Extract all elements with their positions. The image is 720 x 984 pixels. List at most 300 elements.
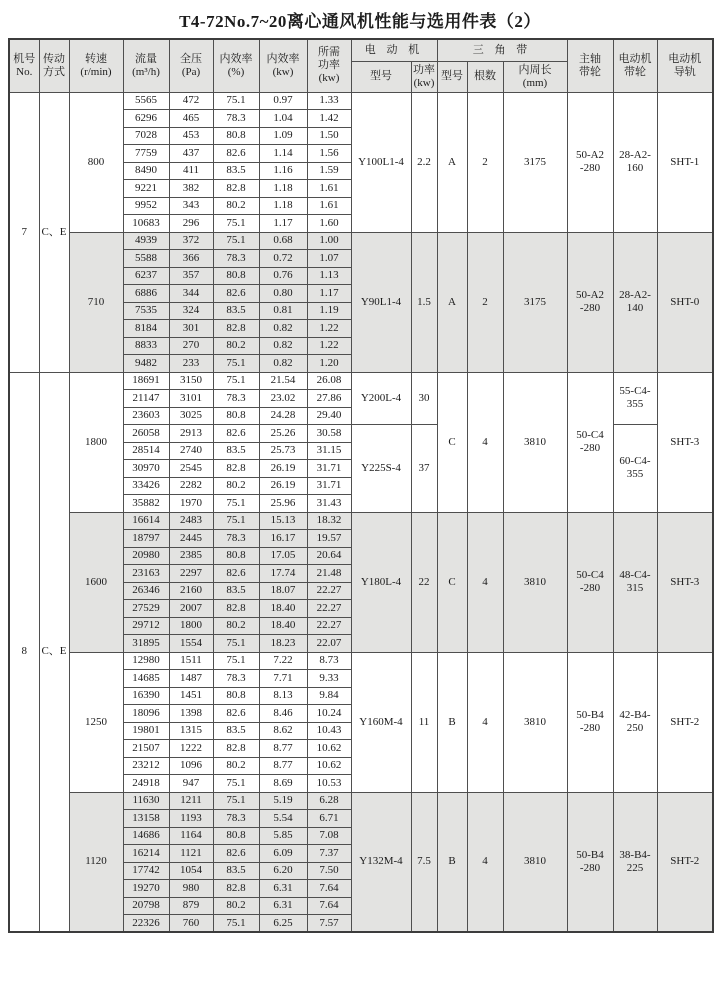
table-row — [9, 372, 713, 390]
motor-power-cell: 2.2 — [411, 92, 437, 232]
table-body — [9, 92, 713, 932]
efficiency-pct-cell: 80.2 — [213, 897, 259, 915]
col-header-belt-count: 根数 — [467, 61, 503, 92]
required-power-cell: 10.53 — [307, 775, 351, 793]
pressure-cell: 2913 — [169, 425, 213, 443]
col-group-v-belt: 三 角 带 — [437, 39, 567, 61]
efficiency-kw-cell: 8.13 — [259, 687, 307, 705]
pressure-cell: 2297 — [169, 565, 213, 583]
flow-cell: 31895 — [123, 635, 169, 653]
efficiency-pct-cell: 78.3 — [213, 110, 259, 128]
belt-count-cell: 4 — [467, 512, 503, 652]
required-power-cell: 22.27 — [307, 582, 351, 600]
flow-cell: 7759 — [123, 145, 169, 163]
efficiency-pct-cell: 80.2 — [213, 617, 259, 635]
required-power-cell: 7.50 — [307, 862, 351, 880]
flow-cell: 14686 — [123, 827, 169, 845]
pressure-cell: 343 — [169, 197, 213, 215]
belt-type-cell: C — [437, 512, 467, 652]
belt-length-cell: 3810 — [503, 512, 567, 652]
efficiency-pct-cell: 83.5 — [213, 442, 259, 460]
efficiency-pct-cell: 82.6 — [213, 845, 259, 863]
flow-cell: 26346 — [123, 582, 169, 600]
motor-rail-cell: SHT-3 — [657, 372, 713, 512]
required-power-cell: 10.62 — [307, 757, 351, 775]
pressure-cell: 270 — [169, 337, 213, 355]
pressure-cell: 1800 — [169, 617, 213, 635]
speed-cell: 1250 — [69, 652, 123, 792]
efficiency-pct-cell: 78.3 — [213, 810, 259, 828]
flow-cell: 5565 — [123, 92, 169, 110]
efficiency-pct-cell: 78.3 — [213, 390, 259, 408]
flow-cell: 11630 — [123, 792, 169, 810]
speed-cell: 1120 — [69, 792, 123, 932]
pressure-cell: 1970 — [169, 495, 213, 513]
efficiency-kw-cell: 8.46 — [259, 705, 307, 723]
flow-cell: 16214 — [123, 845, 169, 863]
required-power-cell: 6.28 — [307, 792, 351, 810]
col-header-motor-power: 功率 (kw) — [411, 61, 437, 92]
efficiency-kw-cell: 0.82 — [259, 355, 307, 373]
efficiency-kw-cell: 6.25 — [259, 915, 307, 933]
col-header-required-power: 所需 功率 (kw) — [307, 39, 351, 92]
efficiency-pct-cell: 80.2 — [213, 197, 259, 215]
flow-cell: 6237 — [123, 267, 169, 285]
flow-cell: 6296 — [123, 110, 169, 128]
flow-cell: 23163 — [123, 565, 169, 583]
required-power-cell: 31.43 — [307, 495, 351, 513]
efficiency-kw-cell: 0.76 — [259, 267, 307, 285]
speed-cell: 1600 — [69, 512, 123, 652]
col-header-motor-model: 型号 — [351, 61, 411, 92]
efficiency-pct-cell: 80.8 — [213, 267, 259, 285]
efficiency-pct-cell: 75.1 — [213, 372, 259, 390]
motor-power-cell: 37 — [411, 425, 437, 513]
pressure-cell: 296 — [169, 215, 213, 233]
efficiency-kw-cell: 7.22 — [259, 652, 307, 670]
pressure-cell: 1096 — [169, 757, 213, 775]
required-power-cell: 9.84 — [307, 687, 351, 705]
required-power-cell: 29.40 — [307, 407, 351, 425]
flow-cell: 23212 — [123, 757, 169, 775]
flow-cell: 16390 — [123, 687, 169, 705]
pressure-cell: 1054 — [169, 862, 213, 880]
col-header-efficiency-kw: 内效率 (kw) — [259, 39, 307, 92]
required-power-cell: 10.62 — [307, 740, 351, 758]
efficiency-kw-cell: 5.85 — [259, 827, 307, 845]
required-power-cell: 1.00 — [307, 232, 351, 250]
efficiency-kw-cell: 0.72 — [259, 250, 307, 268]
flow-cell: 35882 — [123, 495, 169, 513]
belt-length-cell: 3175 — [503, 232, 567, 372]
flow-cell: 9221 — [123, 180, 169, 198]
col-header-flow: 流量 (m³/h) — [123, 39, 169, 92]
flow-cell: 18096 — [123, 705, 169, 723]
table-row — [9, 92, 713, 110]
pressure-cell: 3025 — [169, 407, 213, 425]
efficiency-kw-cell: 1.09 — [259, 127, 307, 145]
flow-cell: 20980 — [123, 547, 169, 565]
motor-power-cell: 1.5 — [411, 232, 437, 372]
efficiency-kw-cell: 0.82 — [259, 337, 307, 355]
required-power-cell: 1.22 — [307, 337, 351, 355]
belt-type-cell: A — [437, 92, 467, 232]
efficiency-kw-cell: 16.17 — [259, 530, 307, 548]
motor-rail-cell: SHT-3 — [657, 512, 713, 652]
required-power-cell: 31.15 — [307, 442, 351, 460]
pressure-cell: 3150 — [169, 372, 213, 390]
required-power-cell: 1.22 — [307, 320, 351, 338]
efficiency-pct-cell: 75.1 — [213, 792, 259, 810]
speed-cell: 710 — [69, 232, 123, 372]
efficiency-pct-cell: 75.1 — [213, 915, 259, 933]
efficiency-pct-cell: 82.6 — [213, 145, 259, 163]
efficiency-kw-cell: 1.17 — [259, 215, 307, 233]
belt-type-cell: B — [437, 792, 467, 932]
col-header-motor-rail: 电动机 导轨 — [657, 39, 713, 92]
flow-cell: 13158 — [123, 810, 169, 828]
motor-pulley-cell: 28-A2- 140 — [613, 232, 657, 372]
efficiency-kw-cell: 25.26 — [259, 425, 307, 443]
required-power-cell: 21.48 — [307, 565, 351, 583]
required-power-cell: 31.71 — [307, 477, 351, 495]
motor-pulley-cell: 48-C4- 315 — [613, 512, 657, 652]
pressure-cell: 1451 — [169, 687, 213, 705]
efficiency-kw-cell: 6.20 — [259, 862, 307, 880]
efficiency-pct-cell: 83.5 — [213, 862, 259, 880]
flow-cell: 19270 — [123, 880, 169, 898]
required-power-cell: 1.17 — [307, 285, 351, 303]
required-power-cell: 30.58 — [307, 425, 351, 443]
table-row — [9, 232, 713, 250]
flow-cell: 7028 — [123, 127, 169, 145]
motor-rail-cell: SHT-2 — [657, 792, 713, 932]
efficiency-pct-cell: 82.6 — [213, 285, 259, 303]
pressure-cell: 2483 — [169, 512, 213, 530]
efficiency-kw-cell: 1.18 — [259, 197, 307, 215]
belt-count-cell: 2 — [467, 232, 503, 372]
motor-model-cell: Y160M-4 — [351, 652, 411, 792]
col-group-motor: 电 动 机 — [351, 39, 437, 61]
efficiency-pct-cell: 75.1 — [213, 92, 259, 110]
motor-pulley-cell: 28-A2- 160 — [613, 92, 657, 232]
efficiency-pct-cell: 82.8 — [213, 600, 259, 618]
required-power-cell: 1.61 — [307, 180, 351, 198]
performance-table — [8, 38, 714, 933]
table-row — [9, 792, 713, 810]
efficiency-kw-cell: 5.54 — [259, 810, 307, 828]
flow-cell: 12980 — [123, 652, 169, 670]
efficiency-pct-cell: 80.8 — [213, 127, 259, 145]
efficiency-pct-cell: 75.1 — [213, 635, 259, 653]
efficiency-kw-cell: 8.77 — [259, 740, 307, 758]
efficiency-kw-cell: 1.16 — [259, 162, 307, 180]
pressure-cell: 1315 — [169, 722, 213, 740]
required-power-cell: 6.71 — [307, 810, 351, 828]
belt-length-cell: 3810 — [503, 372, 567, 512]
efficiency-pct-cell: 78.3 — [213, 530, 259, 548]
required-power-cell: 1.42 — [307, 110, 351, 128]
motor-pulley-cell: 60-C4- 355 — [613, 425, 657, 513]
flow-cell: 19801 — [123, 722, 169, 740]
flow-cell: 28514 — [123, 442, 169, 460]
motor-power-cell: 11 — [411, 652, 437, 792]
pressure-cell: 357 — [169, 267, 213, 285]
col-header-efficiency-pct: 内效率 (%) — [213, 39, 259, 92]
table-row — [9, 652, 713, 670]
efficiency-kw-cell: 1.04 — [259, 110, 307, 128]
flow-cell: 26058 — [123, 425, 169, 443]
motor-model-cell: Y90L1-4 — [351, 232, 411, 372]
motor-power-cell: 7.5 — [411, 792, 437, 932]
required-power-cell: 1.59 — [307, 162, 351, 180]
efficiency-kw-cell: 6.09 — [259, 845, 307, 863]
required-power-cell: 1.61 — [307, 197, 351, 215]
pressure-cell: 437 — [169, 145, 213, 163]
col-header-pressure: 全压 (Pa) — [169, 39, 213, 92]
flow-cell: 8184 — [123, 320, 169, 338]
col-header-drive-type: 传动 方式 — [39, 39, 69, 92]
required-power-cell: 18.32 — [307, 512, 351, 530]
col-header-fan-size: 机号 No. — [9, 39, 39, 92]
efficiency-pct-cell: 78.3 — [213, 670, 259, 688]
efficiency-kw-cell: 0.80 — [259, 285, 307, 303]
col-header-belt-length: 内周长 (mm) — [503, 61, 567, 92]
efficiency-pct-cell: 80.8 — [213, 547, 259, 565]
flow-cell: 10683 — [123, 215, 169, 233]
flow-cell: 21507 — [123, 740, 169, 758]
col-header-speed: 转速 (r/min) — [69, 39, 123, 92]
efficiency-pct-cell: 80.8 — [213, 827, 259, 845]
pressure-cell: 233 — [169, 355, 213, 373]
flow-cell: 14685 — [123, 670, 169, 688]
drive-type-cell: C、E — [39, 372, 69, 932]
pressure-cell: 411 — [169, 162, 213, 180]
efficiency-kw-cell: 21.54 — [259, 372, 307, 390]
efficiency-pct-cell: 83.5 — [213, 722, 259, 740]
required-power-cell: 1.56 — [307, 145, 351, 163]
drive-type-cell: C、E — [39, 92, 69, 372]
efficiency-kw-cell: 18.07 — [259, 582, 307, 600]
required-power-cell: 20.64 — [307, 547, 351, 565]
efficiency-pct-cell: 75.1 — [213, 512, 259, 530]
required-power-cell: 22.27 — [307, 600, 351, 618]
main-pulley-cell: 50-C4 -280 — [567, 512, 613, 652]
motor-rail-cell: SHT-1 — [657, 92, 713, 232]
required-power-cell: 22.27 — [307, 617, 351, 635]
efficiency-pct-cell: 78.3 — [213, 250, 259, 268]
motor-power-cell: 30 — [411, 372, 437, 425]
efficiency-pct-cell: 82.8 — [213, 180, 259, 198]
required-power-cell: 1.20 — [307, 355, 351, 373]
motor-rail-cell: SHT-0 — [657, 232, 713, 372]
main-pulley-cell: 50-C4 -280 — [567, 372, 613, 512]
efficiency-kw-cell: 17.05 — [259, 547, 307, 565]
efficiency-pct-cell: 83.5 — [213, 302, 259, 320]
required-power-cell: 10.24 — [307, 705, 351, 723]
flow-cell: 6886 — [123, 285, 169, 303]
flow-cell: 16614 — [123, 512, 169, 530]
required-power-cell: 22.07 — [307, 635, 351, 653]
required-power-cell: 9.33 — [307, 670, 351, 688]
flow-cell: 20798 — [123, 897, 169, 915]
efficiency-kw-cell: 25.73 — [259, 442, 307, 460]
col-header-motor-pulley: 电动机 带轮 — [613, 39, 657, 92]
efficiency-kw-cell: 18.40 — [259, 617, 307, 635]
pressure-cell: 2545 — [169, 460, 213, 478]
efficiency-kw-cell: 18.23 — [259, 635, 307, 653]
flow-cell: 9482 — [123, 355, 169, 373]
efficiency-pct-cell: 80.2 — [213, 477, 259, 495]
efficiency-kw-cell: 1.18 — [259, 180, 307, 198]
efficiency-pct-cell: 75.1 — [213, 232, 259, 250]
speed-cell: 1800 — [69, 372, 123, 512]
efficiency-pct-cell: 75.1 — [213, 355, 259, 373]
pressure-cell: 760 — [169, 915, 213, 933]
table-row — [9, 512, 713, 530]
flow-cell: 30970 — [123, 460, 169, 478]
required-power-cell: 1.33 — [307, 92, 351, 110]
efficiency-pct-cell: 75.1 — [213, 215, 259, 233]
required-power-cell: 8.73 — [307, 652, 351, 670]
efficiency-kw-cell: 0.82 — [259, 320, 307, 338]
flow-cell: 4939 — [123, 232, 169, 250]
required-power-cell: 7.08 — [307, 827, 351, 845]
speed-cell: 800 — [69, 92, 123, 232]
belt-type-cell: A — [437, 232, 467, 372]
flow-cell: 21147 — [123, 390, 169, 408]
pressure-cell: 2282 — [169, 477, 213, 495]
pressure-cell: 1398 — [169, 705, 213, 723]
efficiency-kw-cell: 26.19 — [259, 477, 307, 495]
efficiency-pct-cell: 82.8 — [213, 880, 259, 898]
efficiency-kw-cell: 17.74 — [259, 565, 307, 583]
col-header-main-pulley: 主轴 带轮 — [567, 39, 613, 92]
flow-cell: 8833 — [123, 337, 169, 355]
belt-type-cell: C — [437, 372, 467, 512]
required-power-cell: 19.57 — [307, 530, 351, 548]
pressure-cell: 366 — [169, 250, 213, 268]
pressure-cell: 472 — [169, 92, 213, 110]
table-header — [9, 39, 713, 92]
efficiency-pct-cell: 80.8 — [213, 687, 259, 705]
efficiency-kw-cell: 0.97 — [259, 92, 307, 110]
efficiency-kw-cell: 8.69 — [259, 775, 307, 793]
pressure-cell: 453 — [169, 127, 213, 145]
main-pulley-cell: 50-A2 -280 — [567, 92, 613, 232]
motor-model-cell: Y132M-4 — [351, 792, 411, 932]
required-power-cell: 7.64 — [307, 880, 351, 898]
pressure-cell: 1121 — [169, 845, 213, 863]
efficiency-pct-cell: 75.1 — [213, 775, 259, 793]
pressure-cell: 344 — [169, 285, 213, 303]
motor-pulley-cell: 42-B4- 250 — [613, 652, 657, 792]
motor-model-cell: Y100L1-4 — [351, 92, 411, 232]
efficiency-pct-cell: 75.1 — [213, 652, 259, 670]
belt-count-cell: 4 — [467, 652, 503, 792]
efficiency-pct-cell: 80.2 — [213, 337, 259, 355]
required-power-cell: 1.13 — [307, 267, 351, 285]
efficiency-pct-cell: 83.5 — [213, 582, 259, 600]
pressure-cell: 2740 — [169, 442, 213, 460]
efficiency-pct-cell: 75.1 — [213, 495, 259, 513]
efficiency-kw-cell: 15.13 — [259, 512, 307, 530]
flow-cell: 33426 — [123, 477, 169, 495]
efficiency-kw-cell: 8.77 — [259, 757, 307, 775]
efficiency-pct-cell: 82.8 — [213, 320, 259, 338]
pressure-cell: 980 — [169, 880, 213, 898]
pressure-cell: 372 — [169, 232, 213, 250]
flow-cell: 22326 — [123, 915, 169, 933]
efficiency-pct-cell: 82.8 — [213, 740, 259, 758]
motor-model-cell: Y180L-4 — [351, 512, 411, 652]
pressure-cell: 1193 — [169, 810, 213, 828]
pressure-cell: 324 — [169, 302, 213, 320]
belt-length-cell: 3810 — [503, 792, 567, 932]
efficiency-kw-cell: 25.96 — [259, 495, 307, 513]
motor-model-cell: Y200L-4 — [351, 372, 411, 425]
flow-cell: 17742 — [123, 862, 169, 880]
efficiency-kw-cell: 24.28 — [259, 407, 307, 425]
efficiency-pct-cell: 82.6 — [213, 425, 259, 443]
efficiency-pct-cell: 82.6 — [213, 705, 259, 723]
efficiency-kw-cell: 8.62 — [259, 722, 307, 740]
pressure-cell: 2385 — [169, 547, 213, 565]
pressure-cell: 465 — [169, 110, 213, 128]
flow-cell: 18691 — [123, 372, 169, 390]
efficiency-kw-cell: 7.71 — [259, 670, 307, 688]
required-power-cell: 1.19 — [307, 302, 351, 320]
efficiency-kw-cell: 23.02 — [259, 390, 307, 408]
efficiency-pct-cell: 80.2 — [213, 757, 259, 775]
pressure-cell: 2445 — [169, 530, 213, 548]
pressure-cell: 1211 — [169, 792, 213, 810]
required-power-cell: 7.64 — [307, 897, 351, 915]
efficiency-kw-cell: 18.40 — [259, 600, 307, 618]
pressure-cell: 1487 — [169, 670, 213, 688]
required-power-cell: 26.08 — [307, 372, 351, 390]
required-power-cell: 10.43 — [307, 722, 351, 740]
col-header-belt-type: 型号 — [437, 61, 467, 92]
pressure-cell: 879 — [169, 897, 213, 915]
efficiency-kw-cell: 26.19 — [259, 460, 307, 478]
required-power-cell: 27.86 — [307, 390, 351, 408]
efficiency-kw-cell: 1.14 — [259, 145, 307, 163]
required-power-cell: 1.07 — [307, 250, 351, 268]
flow-cell: 8490 — [123, 162, 169, 180]
belt-type-cell: B — [437, 652, 467, 792]
main-pulley-cell: 50-B4 -280 — [567, 652, 613, 792]
efficiency-kw-cell: 6.31 — [259, 880, 307, 898]
flow-cell: 9952 — [123, 197, 169, 215]
pressure-cell: 947 — [169, 775, 213, 793]
pressure-cell: 2007 — [169, 600, 213, 618]
flow-cell: 7535 — [123, 302, 169, 320]
belt-count-cell: 2 — [467, 92, 503, 232]
belt-count-cell: 4 — [467, 372, 503, 512]
flow-cell: 23603 — [123, 407, 169, 425]
pressure-cell: 382 — [169, 180, 213, 198]
flow-cell: 18797 — [123, 530, 169, 548]
page-title: T4-72No.7~20离心通风机性能与选用件表（2） — [179, 12, 541, 31]
pressure-cell: 2160 — [169, 582, 213, 600]
efficiency-pct-cell: 82.8 — [213, 460, 259, 478]
belt-length-cell: 3175 — [503, 92, 567, 232]
fan-size-cell: 8 — [9, 372, 39, 932]
flow-cell: 29712 — [123, 617, 169, 635]
main-pulley-cell: 50-A2 -280 — [567, 232, 613, 372]
pressure-cell: 1164 — [169, 827, 213, 845]
